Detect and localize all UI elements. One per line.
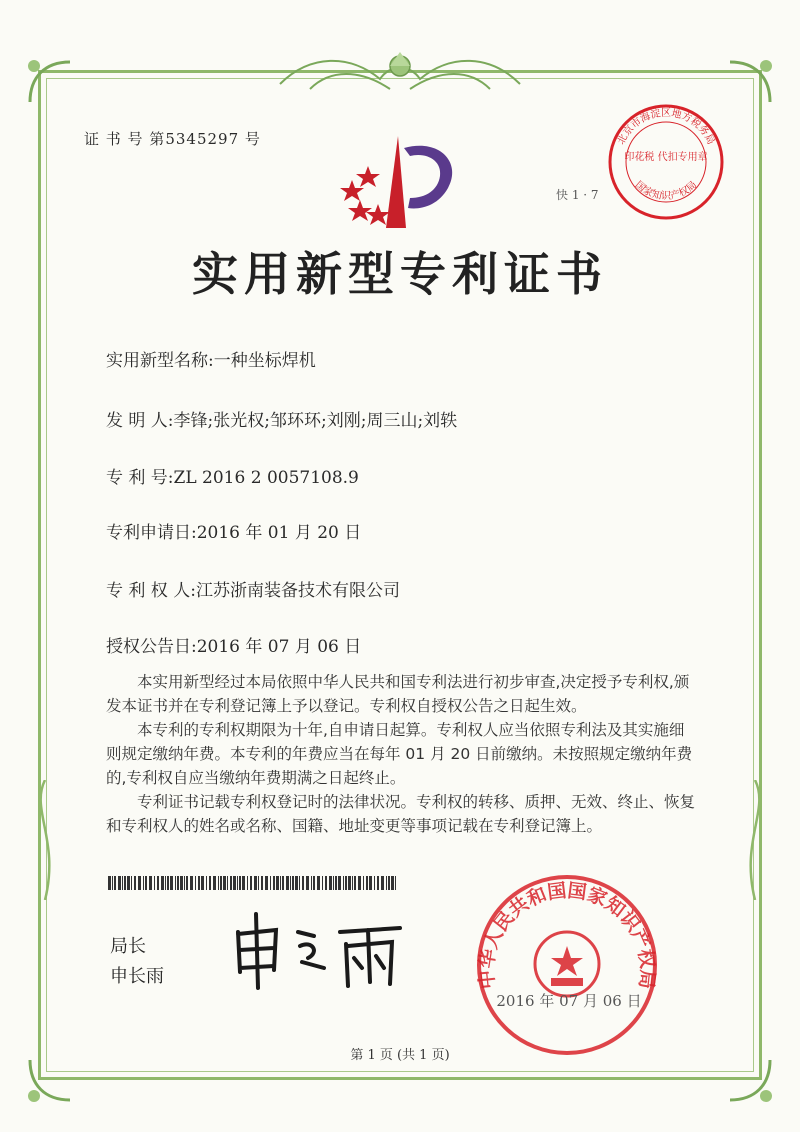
- tax-stamp-text: 北京市海淀区地方税务局: [615, 108, 717, 147]
- seal-date: 2016 年 07 月 06 日: [496, 992, 642, 1010]
- body-paragraph: 本实用新型经过本局依照中华人民共和国专利法进行初步审查,决定授予专利权,颁发本证书并在专利登记簿上予以登记。专利权自授权公告之日起生效。: [106, 673, 690, 715]
- field-value: 李锋;张光权;邹环环;刘刚;周三山;刘轶: [173, 411, 458, 431]
- field-value: 2016 年 07 月 06 日: [196, 637, 362, 657]
- svg-text:中华人民共和国国家知识产权局: [475, 880, 660, 990]
- page-number: 第 1 页 (共 1 页): [350, 1048, 450, 1063]
- corner-ornament-top-right: [720, 52, 780, 112]
- tax-stamp-inner: 印花税 代扣专用章: [624, 152, 708, 163]
- certificate-body: [106, 670, 698, 838]
- field-label: 专 利 号:: [106, 468, 174, 488]
- field-inventors: [106, 406, 457, 431]
- field-utility-model-name: [106, 346, 316, 371]
- tax-stamp-bottom: 国家知识产权局: [632, 179, 700, 203]
- patent-office-logo-icon: [330, 118, 470, 238]
- corner-ornament-top-left: [20, 52, 80, 112]
- national-ipa-seal: [474, 872, 660, 1058]
- field-patent-number: [106, 463, 359, 488]
- national-emblem-icon: [535, 932, 599, 996]
- svg-text:北京市海淀区地方税务局: [615, 106, 717, 146]
- field-patentee: [106, 576, 400, 601]
- field-label: 实用新型名称:: [106, 351, 214, 371]
- field-value: 一种坐标焊机: [213, 351, 316, 371]
- small-mark: 快 1 · 7: [556, 188, 599, 202]
- director-signature: [228, 902, 408, 992]
- certificate-number: [84, 128, 261, 149]
- field-application-date: [106, 518, 361, 543]
- director-title: 局长: [110, 936, 146, 957]
- field-grant-date: [106, 632, 361, 657]
- body-paragraph: 专利证书记载专利权登记时的法律状况。专利权的转移、质押、无效、终止、恢复和专利权人的姓名或名称、国籍、地址变更等事项记载在专利登记簿上。: [106, 793, 696, 835]
- field-value: ZL 2016 2 0057108.9: [173, 468, 359, 488]
- director-name: 申长雨: [110, 966, 164, 987]
- tax-stamp: [604, 100, 728, 224]
- cert-no-value: 5345297: [165, 130, 240, 148]
- field-label: 授权公告日:: [106, 637, 197, 657]
- field-value: 2016 年 01 月 20 日: [196, 523, 362, 543]
- certificate-title: 实用新型专利证书: [192, 247, 608, 301]
- top-ornament: [270, 44, 530, 104]
- cert-no-suffix: 号: [244, 130, 261, 148]
- cert-no-label: 证 书 号 第: [84, 130, 166, 148]
- body-paragraph: 本专利的专利权期限为十年,自申请日起算。专利权人应当依照专利法及其实施细则规定缴纳年费。本专利的年费应当在每年 01 月 20 日前缴纳。未按照规定缴纳年费的,专利权自应当缴纳年费期满之日起终止。: [106, 721, 693, 787]
- field-label: 专利申请日:: [106, 523, 197, 543]
- barcode: [108, 876, 398, 890]
- field-label: 专 利 权 人:: [106, 581, 196, 601]
- seal-text: 中华人民共和国国家知识产权局: [475, 879, 659, 990]
- side-ornament-right: [740, 780, 770, 900]
- field-label: 发 明 人:: [106, 411, 174, 431]
- side-ornament-left: [30, 780, 60, 900]
- field-value: 江苏浙南装备技术有限公司: [195, 581, 400, 601]
- svg-text:国家知识产权局: [633, 179, 700, 202]
